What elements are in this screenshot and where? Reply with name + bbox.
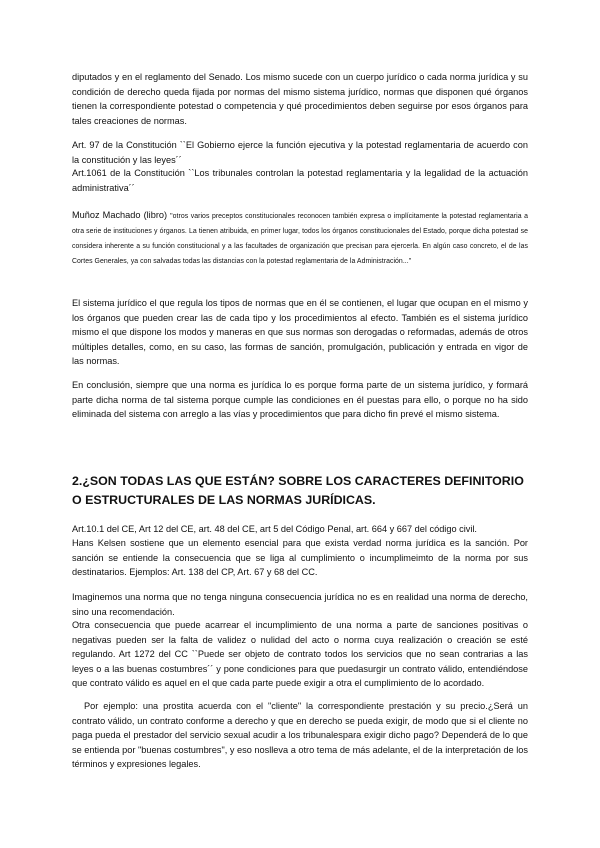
paragraph-munoz-machado <box>72 208 528 268</box>
paragraph-organos: diputados y en el reglamento del Senado. Los mismo sucede con un cuerpo jurídico o cada norma jurídica y su condición de derecho queda fijada por normas del mismo sistema jurídico, normas que disponen qué órganos tienen la correspondiente potestad o competencia y qué procedimientos deben seguirse por esos órganos para tales creaciones de normas. <box>72 72 528 126</box>
paragraph-kelsen: Hans Kelsen sostiene que un elemento esencial para que exista verdad norma jurídica es la sanción. Por sanción se entiende la consecuencia que se liga al cumplimiento o incumplimeimto de la norma por sus destinatarios. Ejemplos: Art. 138 del CP, Art. 67 y 68 del CC. <box>72 538 528 578</box>
paragraph-imaginemos: Imaginemos una norma que no tenga ninguna consecuencia jurídica no es en realidad una norma de derecho, sino una recomendación. <box>72 592 528 617</box>
paragraph-ejemplo: Por ejemplo: una prostita acuerda con el "cliente" la correspondiente prestación y su precio.¿Será un contrato válido, un contrato conforme a derecho y que en derecho se pueda exigir, de modo que si el cliente no paga pueda el prestador del servicio sexual acudir a los tribunalespara exigir dicho pago? Dependerá de lo que se entienda por "buenas costumbres", y eso noslleva a otro tema de más adelante, el de la interpretación de los términos y expresiones legales. <box>72 701 528 770</box>
paragraph-art-97: Art. 97 de la Constitución ``El Gobierno ejerce la función ejecutiva y la potestad reglamentaria de acuerdo con la constitución y las leyes´´ <box>72 140 528 165</box>
paragraph-conclusion: En conclusión, siempre que una norma es jurídica lo es porque forma parte de un sistema jurídico, y formará parte dicha norma de tal sistema porque cumple las condiciones en él puestas para ello, o porque no ha sido eliminada del sistema con arreglo a las vías y procedimientos que para dicho fin prevé el mismo sistema. <box>72 380 528 420</box>
paragraph-otra-consecuencia: Otra consecuencia que puede acarrear el incumplimiento de una norma a parte de sanciones positivas o negativas pueden ser la falta de validez o nulidad del acto o norma cuya realización o creación se esté regulando. Art 1272 del CC ``Puede ser objeto de contrato todos los servicios que no sean contrarias a las leyes o a las buenas costumbres´´ y pone condiciones para que puedasurgir un contrato válido, entendiéndose que contrato válido es aquel en el que cada parte puede exigir a otra el cumplimiento de lo acordado. <box>72 620 528 689</box>
paragraph-articles-list: Art.10.1 del CE, Art 12 del CE, art. 48 del CE, art 5 del Código Penal, art. 664 y 667 del código civil. <box>72 524 477 534</box>
munoz-machado-source: Muñoz Machado (libro) <box>72 210 168 220</box>
section-heading: 2.¿SON TODAS LAS QUE ESTÁN? SOBRE LOS CARACTERES DEFINITORIO O ESTRUCTURALES DE LAS NORMAS JURÍDICAS. <box>72 474 524 507</box>
munoz-machado-quote: "otros varios preceptos constitucionales reconocen también expresa o implícitamente la potestad reglamentaria a otra serie de instituciones y órganos. La tienen atribuida, en primer lugar, todos los órganos constitucionales del Estado, porque dicha potestad se considera inherente a su función constitucional y a las facultades de organización que precisan para ejercerla. En algún caso concreto, el de las Cortes Generales, ya con salvadas todas las distancias con la potestad reglamentaria de la Administración..." <box>72 213 528 265</box>
paragraph-sistema-juridico: El sistema jurídico el que regula los tipos de normas que en él se contienen, el lugar que ocupan en el mismo y los órganos que pueden crear las de cada tipo y los procedimientos al efecto. También es el sistema jurídico mismo el que dispone los modos y maneras en que sus normas son derogadas o reformadas, además de otros múltiples detalles, como, en su caso, las formas de sanción, promulgación, publicación y entrada en vigor de las normas. <box>72 298 528 367</box>
paragraph-art-106: Art.1061 de la Constitución ``Los tribunales controlan la potestad reglamentaria y la legalidad de la actuación administrativa´´ <box>72 168 528 193</box>
